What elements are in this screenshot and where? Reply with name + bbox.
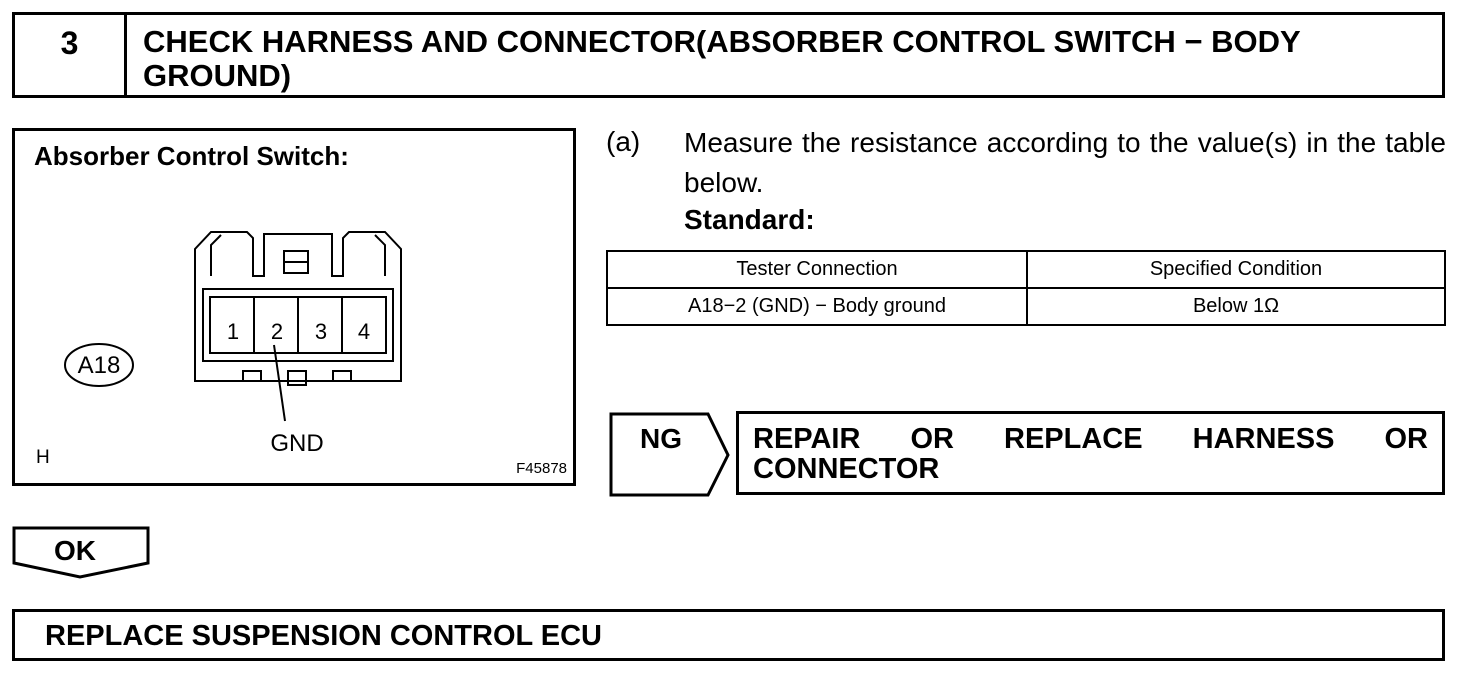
table-row bbox=[607, 288, 1445, 325]
figure-corner-mark: H bbox=[36, 447, 50, 468]
table-header-cell: Tester Connection bbox=[607, 251, 1027, 288]
connector-code: A18 bbox=[77, 352, 121, 379]
table-cell: Below 1Ω bbox=[1027, 288, 1445, 325]
final-action-box bbox=[12, 609, 1445, 661]
table-cell: A18−2 (GND) − Body ground bbox=[607, 288, 1027, 325]
pin-1-label: 1 bbox=[226, 319, 240, 344]
table-header-row bbox=[607, 251, 1445, 288]
substep-label: (a) bbox=[606, 126, 641, 157]
pin-2-label: 2 bbox=[270, 319, 284, 344]
figure-code: F45878 bbox=[516, 460, 567, 477]
standard-label: Standard: bbox=[684, 204, 815, 235]
step-header bbox=[12, 12, 1445, 98]
ng-result-line-2: CONNECTOR bbox=[753, 453, 940, 485]
spec-table bbox=[606, 250, 1446, 326]
ng-label: NG bbox=[640, 423, 682, 454]
figure-title: Absorber Control Switch: bbox=[34, 141, 349, 171]
pin-4-label: 4 bbox=[357, 319, 371, 344]
table-header-cell: Specified Condition bbox=[1027, 251, 1445, 288]
ng-result-box bbox=[736, 411, 1445, 495]
ok-label: OK bbox=[54, 535, 96, 566]
step-title bbox=[143, 25, 1422, 93]
step-title-line-2: GROUND) bbox=[143, 58, 292, 93]
substep-text: Measure the resistance according to the value(s) in the table below. bbox=[684, 127, 1446, 198]
connector-drawing bbox=[15, 131, 573, 483]
step-title-line-1: CHECK HARNESS AND CONNECTOR(ABSORBER CONTROL SWITCH − BODY bbox=[143, 24, 1301, 59]
gnd-label: GND bbox=[270, 430, 324, 457]
pin-3-label: 3 bbox=[314, 319, 328, 344]
ng-result-line-1: REPAIR OR REPLACE HARNESS OR bbox=[753, 423, 1428, 455]
step-number: 3 bbox=[15, 15, 127, 95]
final-action-text: REPLACE SUSPENSION CONTROL ECU bbox=[45, 620, 602, 652]
connector-illustration bbox=[12, 128, 576, 486]
